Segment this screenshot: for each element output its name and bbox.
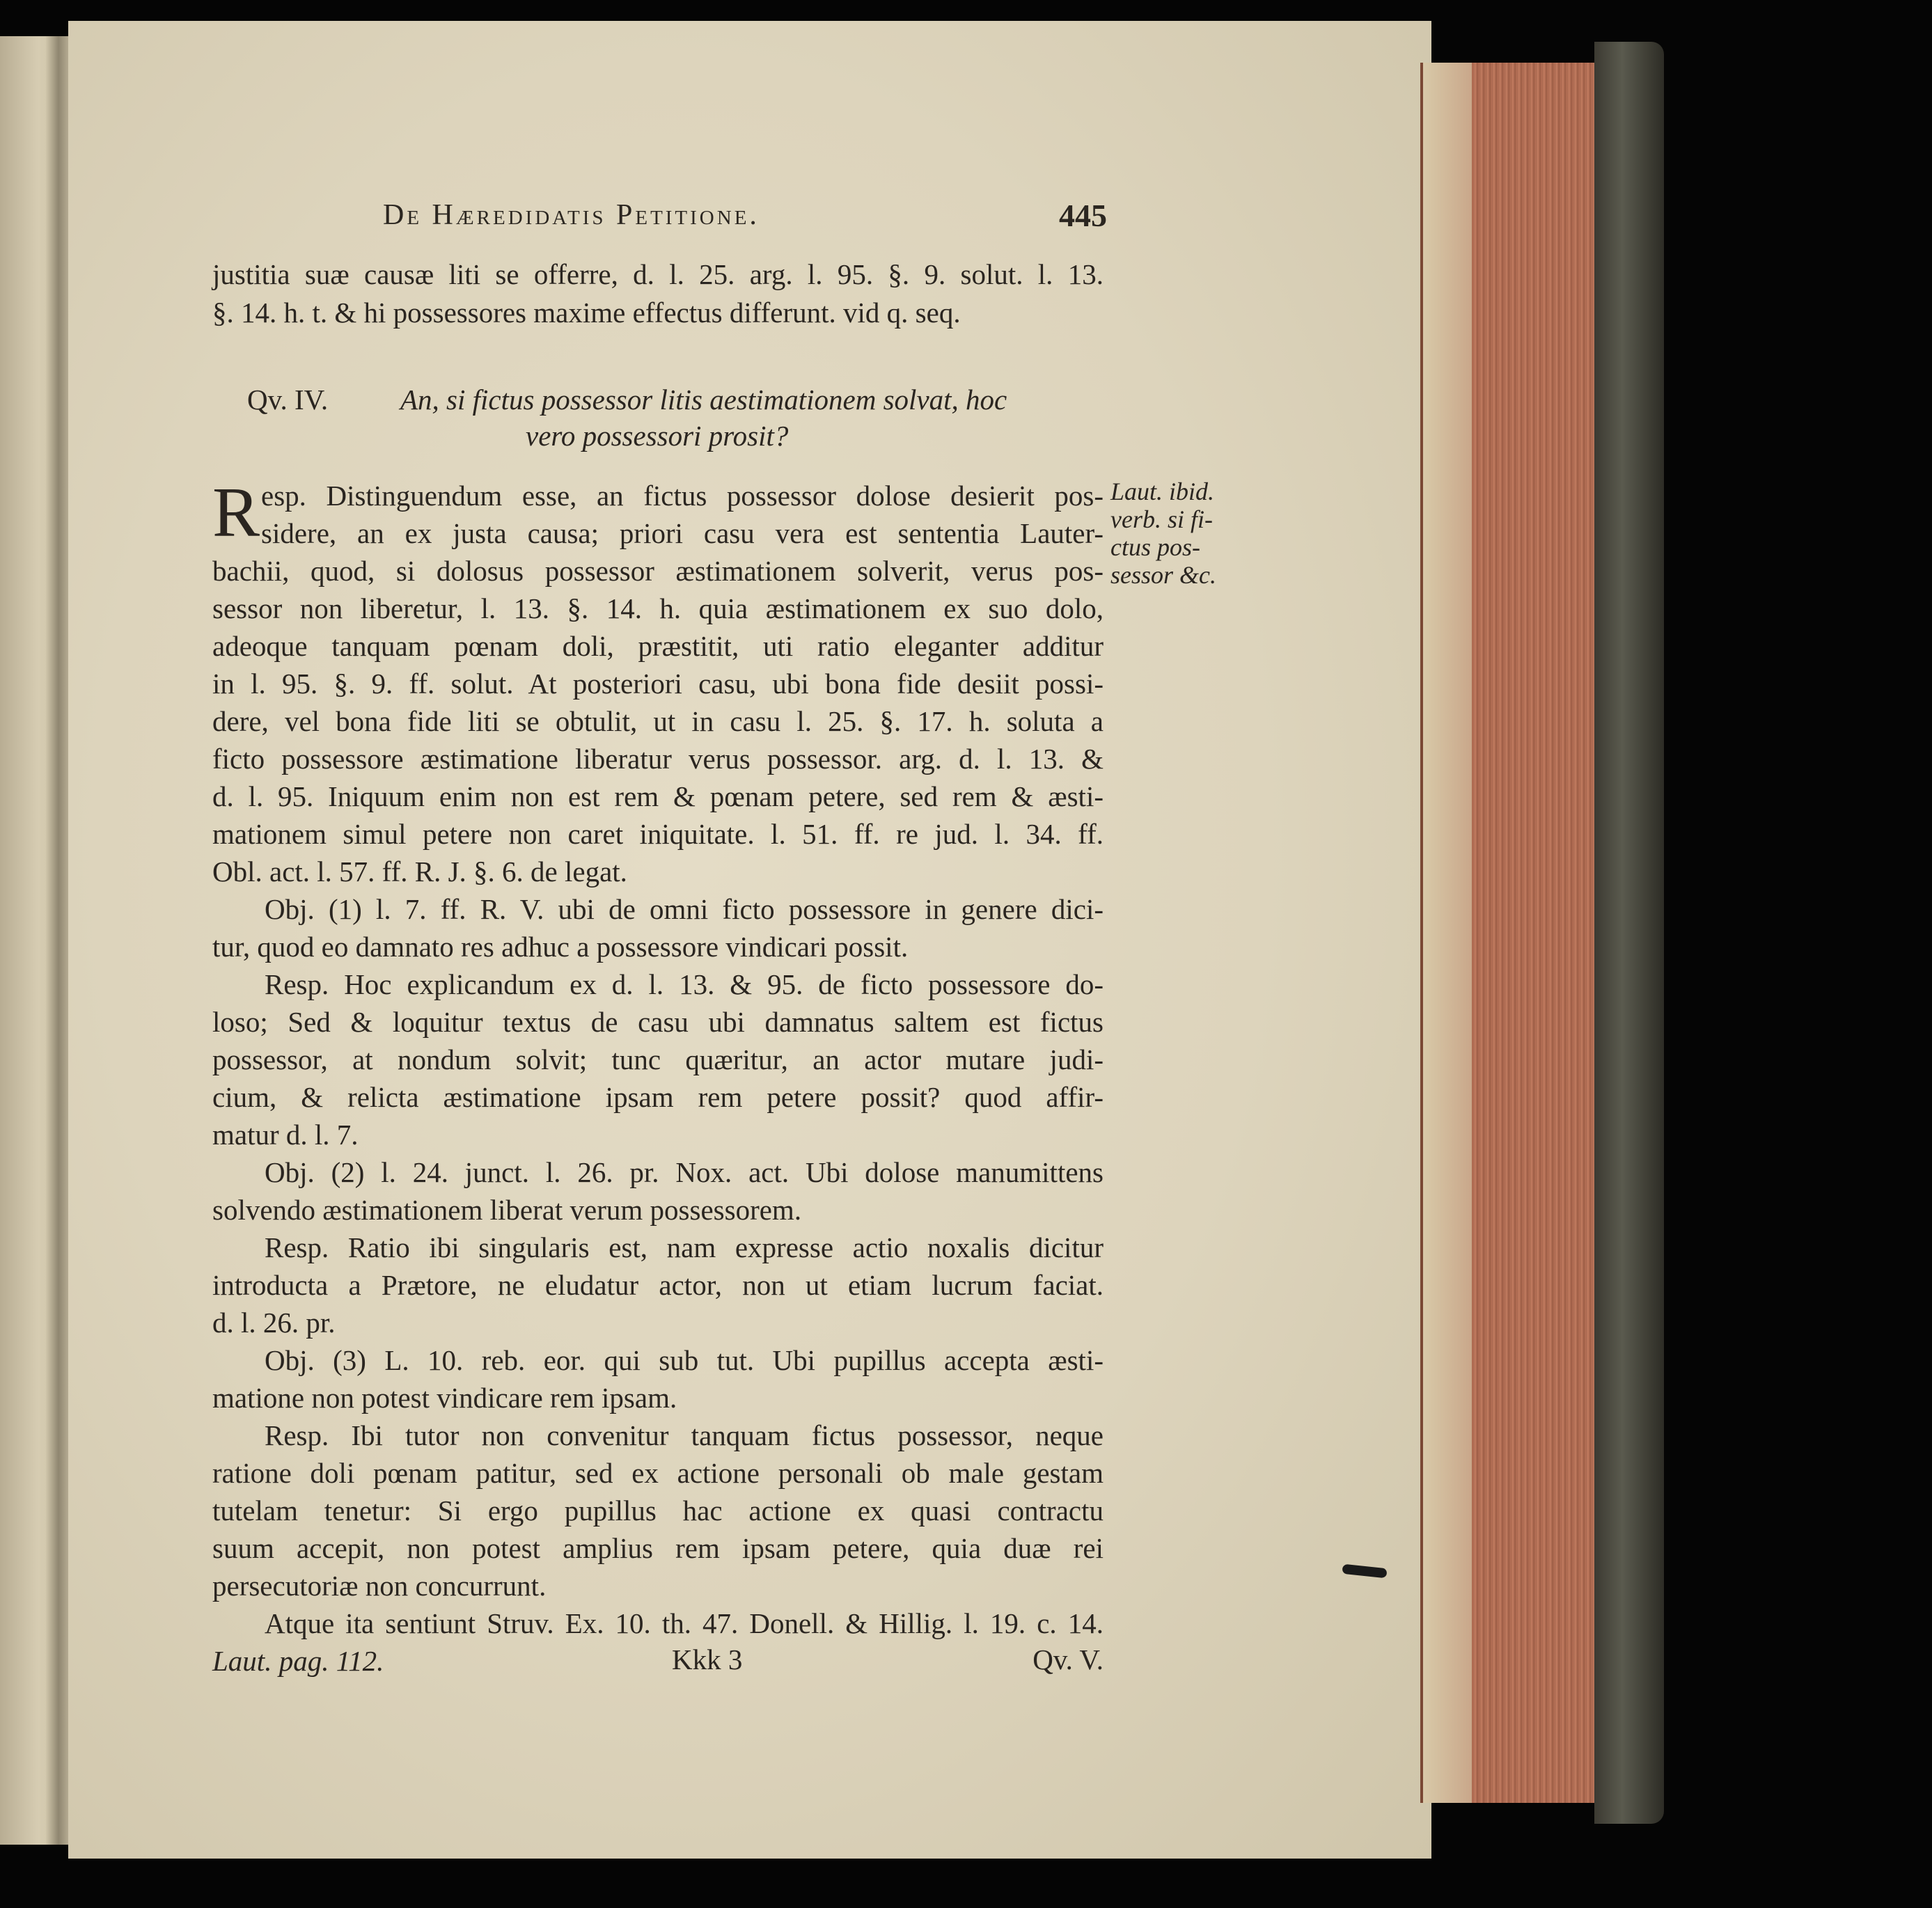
response-line: adeoque tanquam pœnam doli, præstitit, uti ratio eleganter additur — [212, 630, 1104, 662]
marginal-note-line: ctus pos- — [1110, 533, 1200, 561]
response-line: sidere, an ex justa causa; priori casu vera est sententia Lauter- — [261, 517, 1104, 549]
book-cover-edge — [1594, 42, 1664, 1824]
response-line: Resp. Hoc explicandum ex d. l. 13. & 95. de ficto possessore do- — [265, 968, 1104, 1000]
response-line: bachii, quod, si dolosus possessor æstimationem solverit, verus pos- — [212, 555, 1104, 587]
page-footer — [212, 1643, 1104, 1679]
body-line: §. 14. h. t. & hi possessores maxime effectus differunt. vid q. seq. — [212, 297, 961, 329]
marginal-note-line: verb. si fi- — [1110, 505, 1213, 533]
running-header — [383, 198, 1107, 240]
response-line: in l. 95. §. 9. ff. solut. At posteriori casu, ubi bona fide desiit possi- — [212, 668, 1104, 700]
response-line: cium, & relicta æstimatione ipsam rem petere possit? quod affir- — [212, 1081, 1104, 1113]
objection-line: Obj. (3) L. 10. reb. eor. qui sub tut. Ubi pupillus accepta æsti- — [265, 1344, 1104, 1376]
response-line: matur d. l. 7. — [212, 1119, 359, 1151]
signature-mark: Kkk 3 — [672, 1643, 743, 1676]
response-line: suum accepit, non potest amplius rem ipsam petere, quia duæ rei — [212, 1532, 1104, 1564]
response-line: tutelam tenetur: Si ergo pupillus hac actione ex quasi contractu — [212, 1495, 1104, 1527]
response-line: possessor, at nondum solvit; tunc quæritur, an actor mutare judi- — [212, 1043, 1104, 1075]
response-line: Resp. Ibi tutor non convenitur tanquam fictus possessor, neque — [265, 1419, 1104, 1451]
marginal-note-line: Laut. ibid. — [1110, 478, 1215, 505]
conclusion-line: Laut. pag. 112. — [212, 1645, 384, 1677]
response-line: d. l. 26. pr. — [212, 1307, 336, 1339]
response-line: Resp. Ratio ibi singularis est, nam expresse actio noxalis dicitur — [265, 1231, 1104, 1263]
response-line: loso; Sed & loquitur textus de casu ubi damnatus saltem est fictus — [212, 1006, 1104, 1038]
question-label: Qv. IV. — [247, 384, 329, 416]
response-line: mationem simul petere non caret iniquitate. l. 51. ff. re jud. l. 34. ff. — [212, 818, 1104, 850]
response-line: ficto possessore æstimatione liberatur verus possessor. arg. d. l. 13. & — [212, 743, 1104, 775]
objection-line: tur, quod eo damnato res adhuc a possessore vindicari possit. — [212, 931, 909, 963]
objection-line: matione non potest vindicare rem ipsam. — [212, 1382, 677, 1414]
marginal-note-line: sessor &c. — [1110, 561, 1216, 589]
objection-line: solvendo æstimationem liberat verum possessorem. — [212, 1194, 802, 1226]
marginal-note — [1110, 478, 1243, 589]
question-line-1: An, si fictus possessor litis aestimationem solvat, hoc — [400, 384, 1007, 416]
response-line: introducta a Prætore, ne eludatur actor, non ut etiam lucrum faciat. — [212, 1269, 1104, 1301]
response-line: ratione doli pœnam patitur, sed ex actione personali ob male gestam — [212, 1457, 1104, 1489]
question-line-2: vero possessori prosit? — [526, 420, 789, 452]
running-title: De Hæredidatis Petitione. — [383, 199, 760, 231]
page-number: 445 — [1059, 198, 1107, 233]
page-block-fore-edge — [1420, 63, 1604, 1803]
response-line: Obl. act. l. 57. ff. R. J. §. 6. de legat. — [212, 856, 627, 888]
response-line: d. l. 95. Iniquum enim non est rem & pœnam petere, sed rem & æsti- — [212, 780, 1104, 812]
response-line: dere, vel bona fide liti se obtulit, ut in casu l. 25. §. 17. h. soluta a — [212, 705, 1104, 737]
catchword: Qv. V. — [1032, 1643, 1104, 1676]
response-line: esp. Distinguendum esse, an fictus possessor dolose desierit pos- — [261, 480, 1104, 512]
drop-capital: R — [212, 473, 260, 552]
body-line: justitia suæ causæ liti se offerre, d. l. 25. arg. l. 95. §. 9. solut. l. 13. — [212, 258, 1104, 290]
objection-line: Obj. (1) l. 7. ff. R. V. ubi de omni ficto possessore in genere dici- — [265, 893, 1104, 925]
conclusion-line: Atque ita sentiunt Struv. Ex. 10. th. 47. Donell. & Hillig. l. 19. c. 14. — [265, 1607, 1104, 1639]
objection-line: Obj. (2) l. 24. junct. l. 26. pr. Nox. act. Ubi dolose manumittens — [265, 1156, 1104, 1188]
response-line: sessor non liberetur, l. 13. §. 14. h. quia æstimationem ex suo dolo, — [212, 592, 1104, 624]
response-line: persecutoriæ non concurrunt. — [212, 1570, 547, 1602]
